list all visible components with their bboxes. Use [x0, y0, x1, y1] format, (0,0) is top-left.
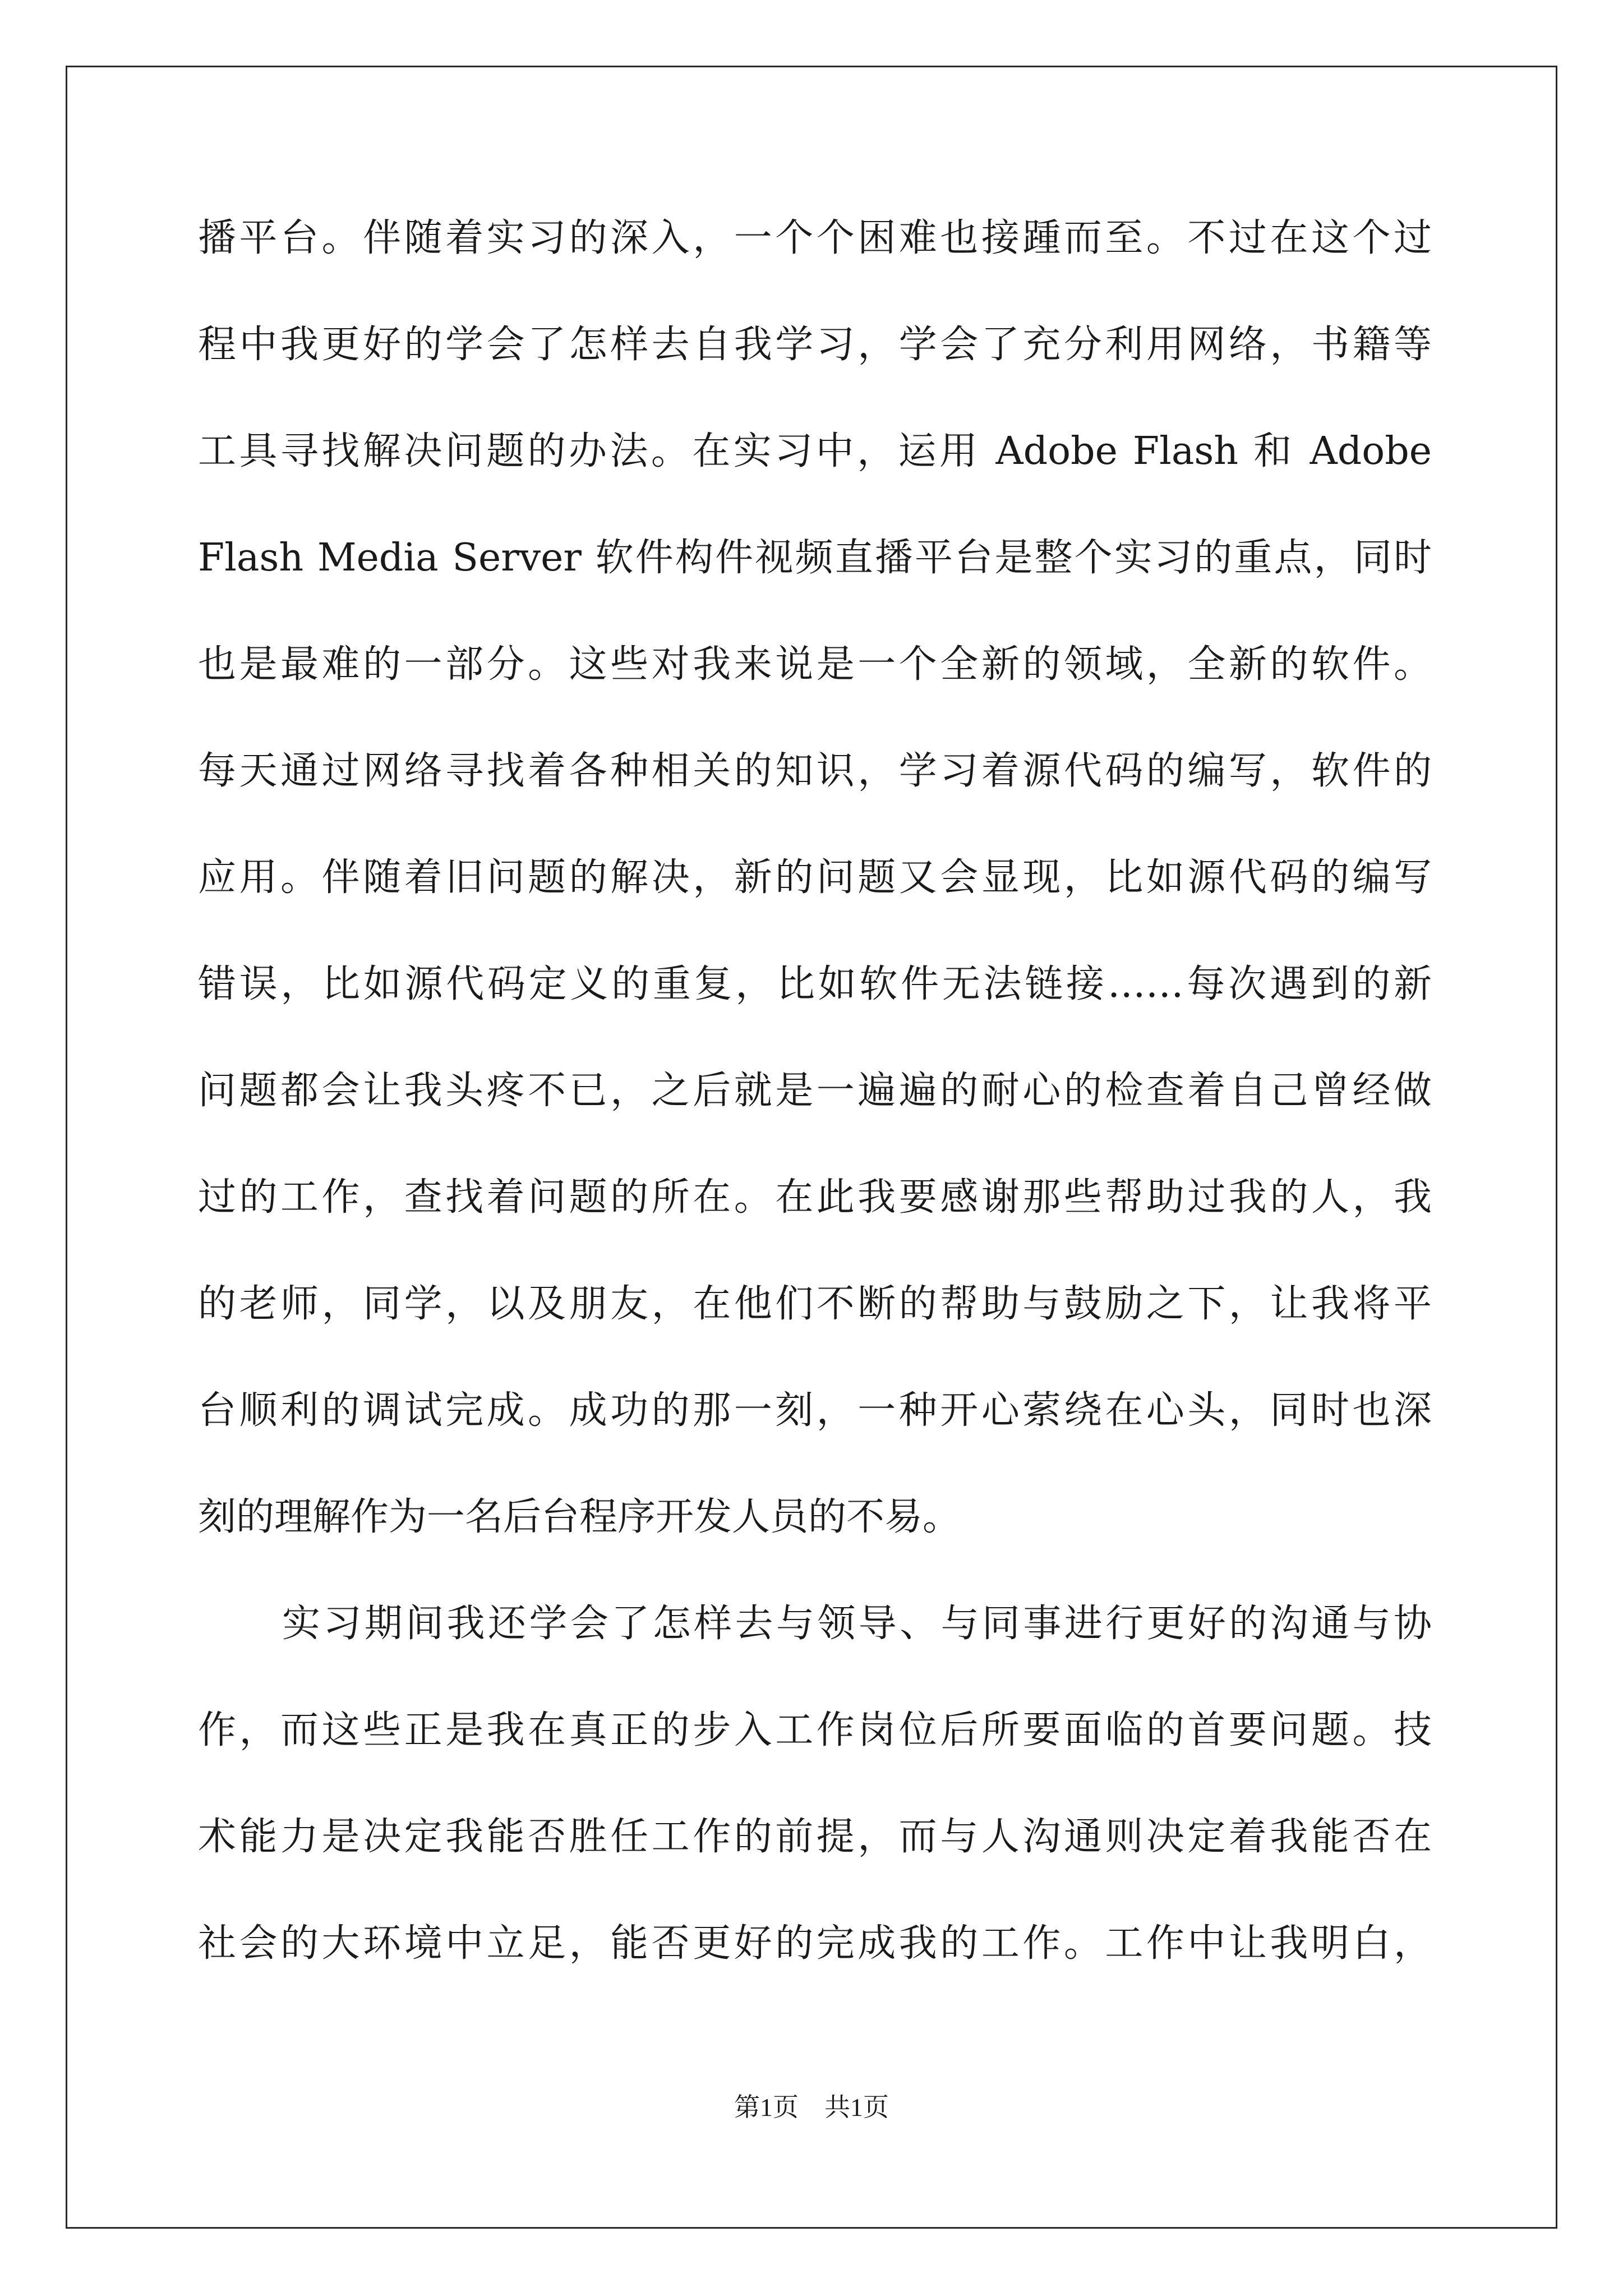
text-line: 问题都会让我头疼不已，之后就是一遍遍的耐心的检查着自己曾经做	[198, 1069, 1432, 1113]
text-line: Flash Media Server 软件构件视频直播平台是整个实习的重点，同时	[198, 536, 1432, 580]
text-line: 术能力是决定我能否胜任工作的前提，而与人沟通则决定着我能否在	[198, 1815, 1432, 1859]
text-line: 台顺利的调试完成。成功的那一刻，一种开心萦绕在心头，同时也深	[198, 1388, 1432, 1433]
text-line: 实习期间我还学会了怎样去与领导、与同事进行更好的沟通与协	[282, 1602, 1432, 1646]
text-line: 也是最难的一部分。这些对我来说是一个全新的领域，全新的软件。	[198, 642, 1432, 687]
text-line: 每天通过网络寻找着各种相关的知识，学习着源代码的编写，软件的	[198, 749, 1432, 793]
page-footer: 第1页 共1页	[734, 2093, 889, 2122]
text-line: 的老师，同学，以及朋友，在他们不断的帮助与鼓励之下，让我将平	[198, 1282, 1432, 1326]
text-line: 作，而这些正是我在真正的步入工作岗位后所要面临的首要问题。技	[198, 1708, 1432, 1752]
page-frame	[66, 66, 1557, 2229]
text-line: 工具寻找解决问题的办法。在实习中，运用 Adobe Flash 和 Adobe	[198, 429, 1432, 473]
text-line: 社会的大环境中立足，能否更好的完成我的工作。工作中让我明白，	[198, 1921, 1432, 1966]
text-line: 应用。伴随着旧问题的解决，新的问题又会显现，比如源代码的编写	[198, 855, 1432, 900]
text-line: 播平台。伴随着实习的深入，一个个困难也接踵而至。不过在这个过	[198, 216, 1432, 260]
text-line: 过的工作，查找着问题的所在。在此我要感谢那些帮助过我的人，我	[198, 1175, 1432, 1220]
text-line: 刻的理解作为一名后台程序开发人员的不易。	[198, 1495, 961, 1539]
text-line: 错误，比如源代码定义的重复，比如软件无法链接……每次遇到的新	[198, 962, 1432, 1006]
text-line: 程中我更好的学会了怎样去自我学习，学会了充分利用网络，书籍等	[198, 323, 1432, 367]
